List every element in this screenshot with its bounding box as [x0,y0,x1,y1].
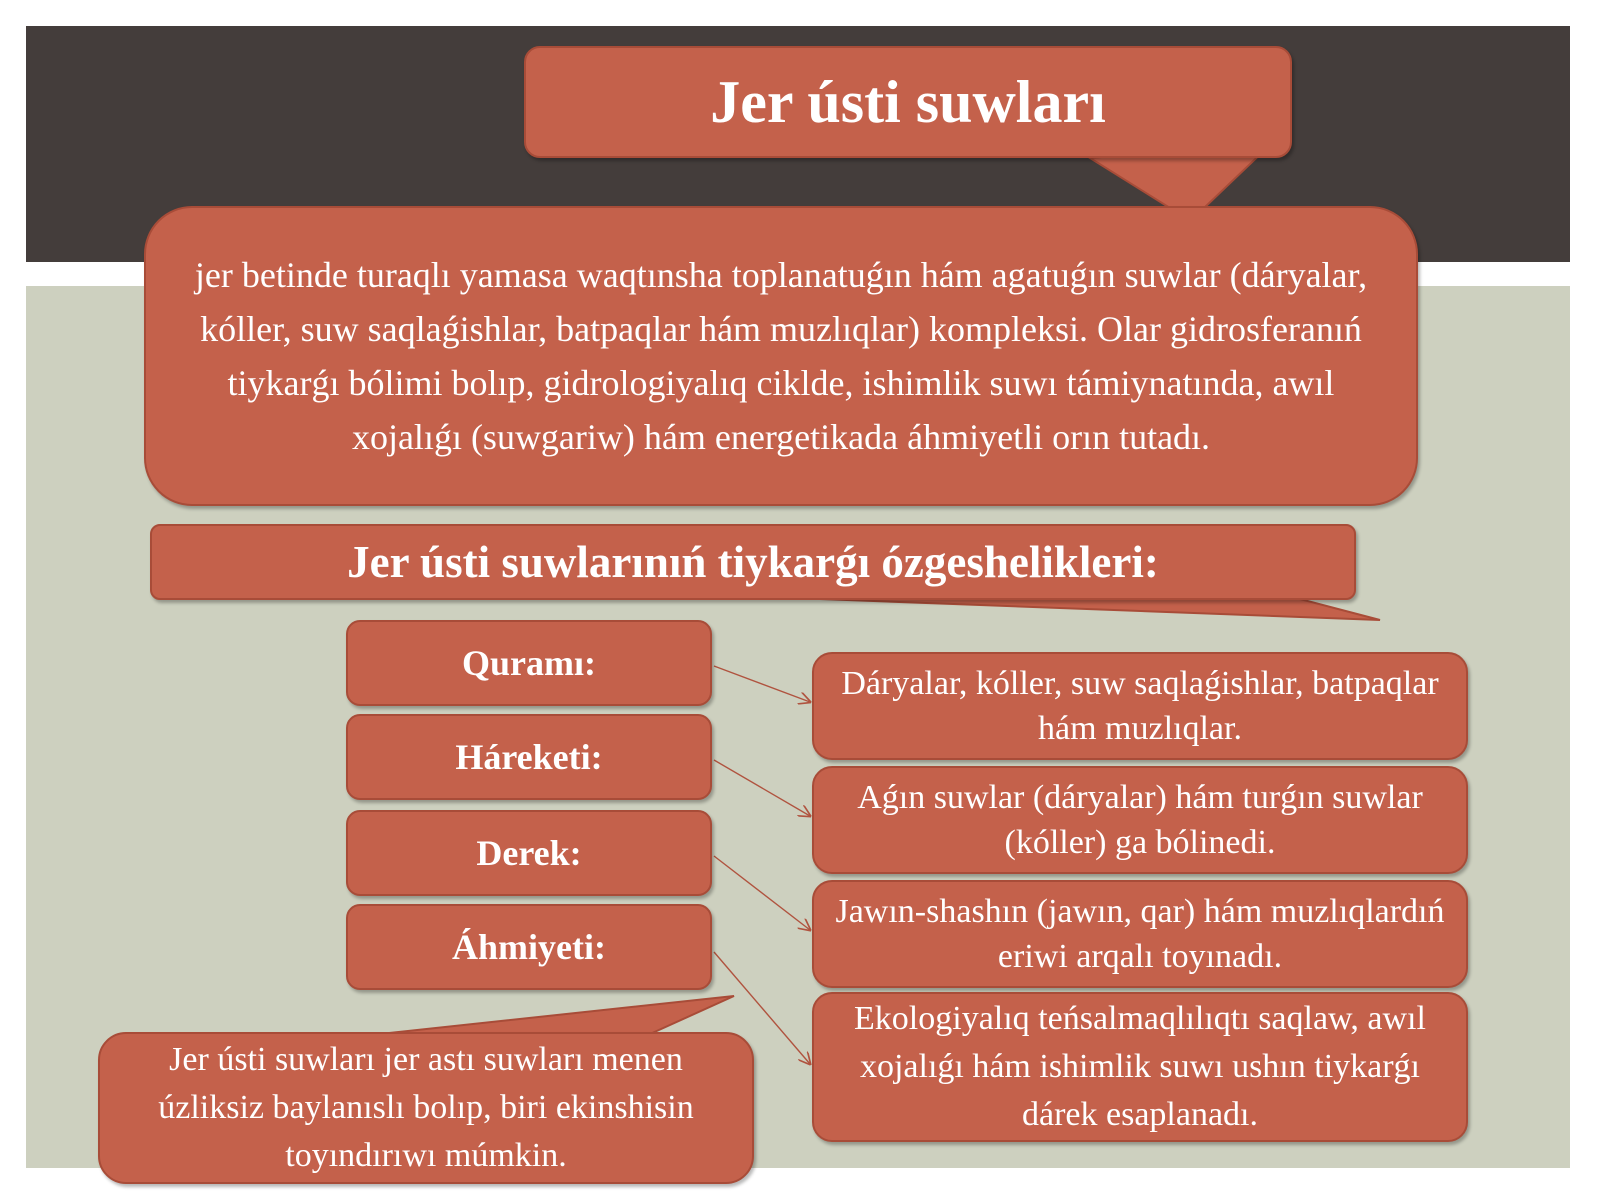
page-title [524,46,1292,158]
feature-desc-text: Dáryalar, kóller, suw saqlaǵishlar, batpaqlar hám muzlıqlar. [841,665,1439,747]
feature-desc-text: Aǵın suwlar (dáryalar) hám turǵın suwlar (kóller) ga bólinedi. [857,779,1423,861]
subtitle-callout-tail [820,599,1380,620]
connector-arrow-1 [714,666,810,702]
subtitle-banner [150,524,1356,600]
feature-label-text: Quramı: [462,643,596,683]
feature-desc-composition [812,652,1468,760]
feature-desc-text: Ekologiyalıq teńsalmaqlılıqtı saqlaw, awıl xojalıǵı hám ishimlik suwı ushın tiykarǵı dárek esaplanadı. [854,1000,1426,1133]
feature-label-source [346,810,712,896]
connector-arrow-3 [714,856,810,930]
note-text: Jer ústi suwları jer astı suwları menen úzliksiz baylanıslı bolıp, biri ekinshisin toyındırıwı múmkin. [158,1041,694,1174]
note-callout [98,1032,754,1184]
note-callout-tail [380,996,734,1034]
feature-desc-source [812,880,1468,988]
feature-desc-text: Jawın-shashın (jawın, qar) hám muzlıqlardıń eriwi arqalı toyınadı. [835,893,1445,975]
feature-label-composition [346,620,712,706]
feature-label-movement [346,714,712,800]
connector-arrow-2 [714,760,810,816]
feature-label-importance [346,904,712,990]
feature-label-text: Háreketi: [455,737,603,777]
feature-label-text: Derek: [476,833,582,873]
page-title-text: Jer ústi suwları [710,68,1106,135]
feature-label-text: Áhmiyeti: [452,927,606,967]
feature-desc-movement [812,766,1468,874]
subtitle-text: Jer ústi suwlarınıń tiykarǵı ózgeshelikleri: [347,537,1159,587]
definition-text: jer betinde turaqlı yamasa waqtınsha toplanatuǵın hám agatuǵın suwlar (dáryalar, kóller, suw saqlaǵishlar, batpaqlar hám muzlıqlar) kompleksi. Olar gidrosferanıń tiykarǵı bólimi bolıp, gidrologiyalıq cikldе, ishimlik suwı támiynatında, awıl xojalıǵı (suwgariw) hám energetikada áhmiyetli orın tutadı. [194,255,1368,457]
feature-desc-importance [812,992,1468,1142]
definition-callout [144,206,1418,506]
